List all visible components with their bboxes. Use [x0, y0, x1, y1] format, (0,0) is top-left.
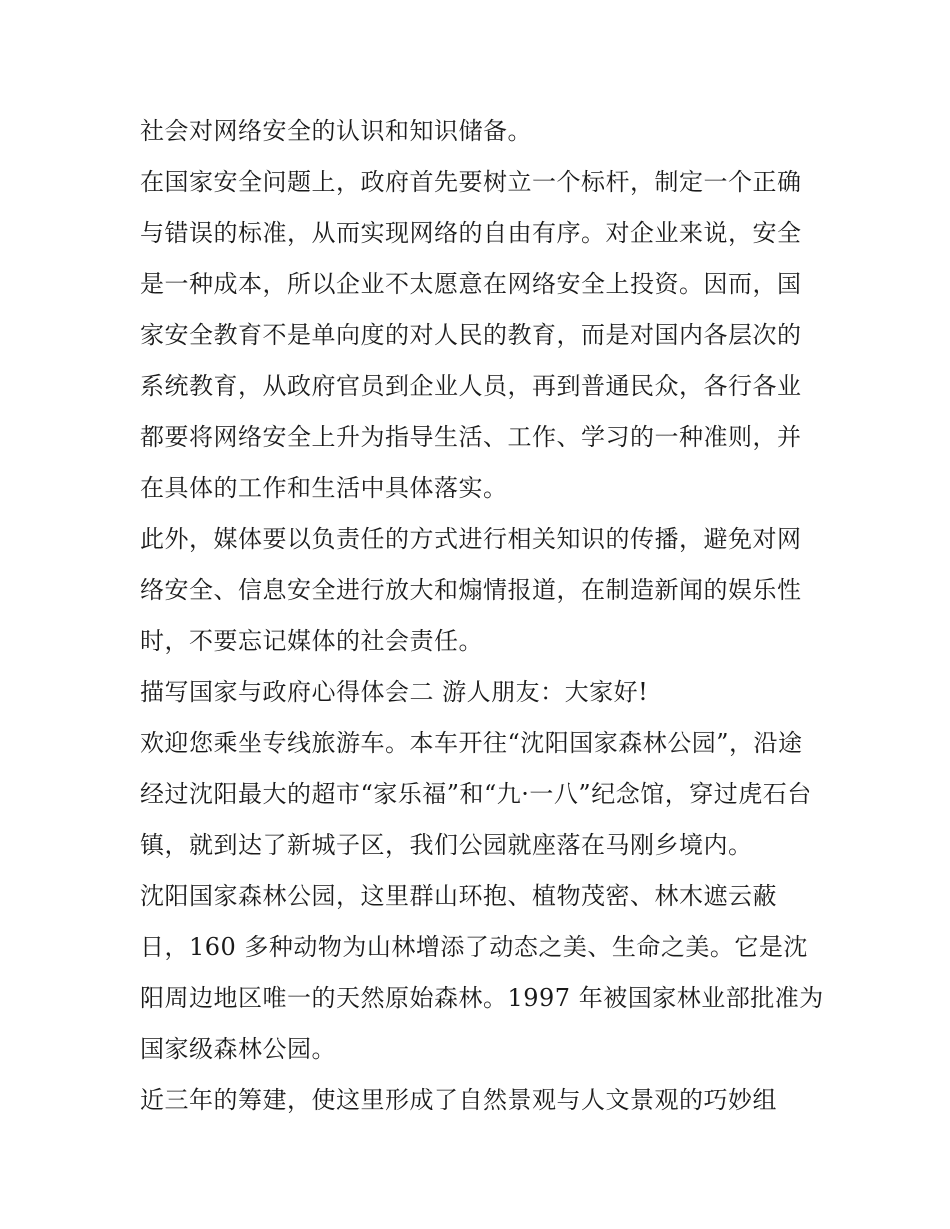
text-line: 日，160 多种动物为山林增添了动态之美、生命之美。它是沈 — [140, 933, 808, 961]
text-line: 系统教育，从政府官员到企业人员，再到普通民众，各行各业 — [140, 372, 802, 400]
text-line: 沈阳国家森林公园，这里群山环抱、植物茂密、林木遮云蔽 — [140, 882, 777, 910]
text-line: 欢迎您乘坐专线旅游车。本车开往“沈阳国家森林公园”，沿途 — [140, 729, 803, 757]
text-line: 阳周边地区唯一的天然原始森林。1997 年被国家林业部批准为 — [140, 984, 824, 1012]
text-line: 镇，就到达了新城子区，我们公园就座落在马刚乡境内。 — [140, 831, 753, 859]
text-line: 此外，媒体要以负责任的方式进行相关知识的传播，避免对网 — [140, 525, 802, 553]
document-body — [140, 106, 824, 1126]
text-line: 是一种成本，所以企业不太愿意在网络安全上投资。因而，国 — [140, 270, 802, 298]
text-line: 在国家安全问题上，政府首先要树立一个标杆，制定一个正确 — [140, 168, 802, 196]
text-line: 在具体的工作和生活中具体落实。 — [140, 474, 508, 502]
section-heading-line: 描写国家与政府心得体会二 游人朋友：大家好! — [140, 678, 649, 706]
text-line: 络安全、信息安全进行放大和煽情报道，在制造新闻的娱乐性 — [140, 576, 802, 604]
text-line: 家安全教育不是单向度的对人民的教育，而是对国内各层次的 — [140, 321, 802, 349]
text-line: 经过沈阳最大的超市“家乐福”和“九·一八”纪念馆，穿过虎石台 — [140, 780, 812, 808]
text-line: 近三年的筹建，使这里形成了自然景观与人文景观的巧妙组 — [140, 1086, 777, 1114]
text-line: 国家级森林公园。 — [140, 1035, 336, 1063]
text-line: 社会对网络安全的认识和知识储备。 — [140, 117, 532, 145]
text-line: 时，不要忘记媒体的社会责任。 — [140, 627, 483, 655]
text-line: 都要将网络安全上升为指导生活、工作、学习的一种准则，并 — [140, 423, 802, 451]
text-line: 与错误的标准，从而实现网络的自由有序。对企业来说，安全 — [140, 219, 802, 247]
